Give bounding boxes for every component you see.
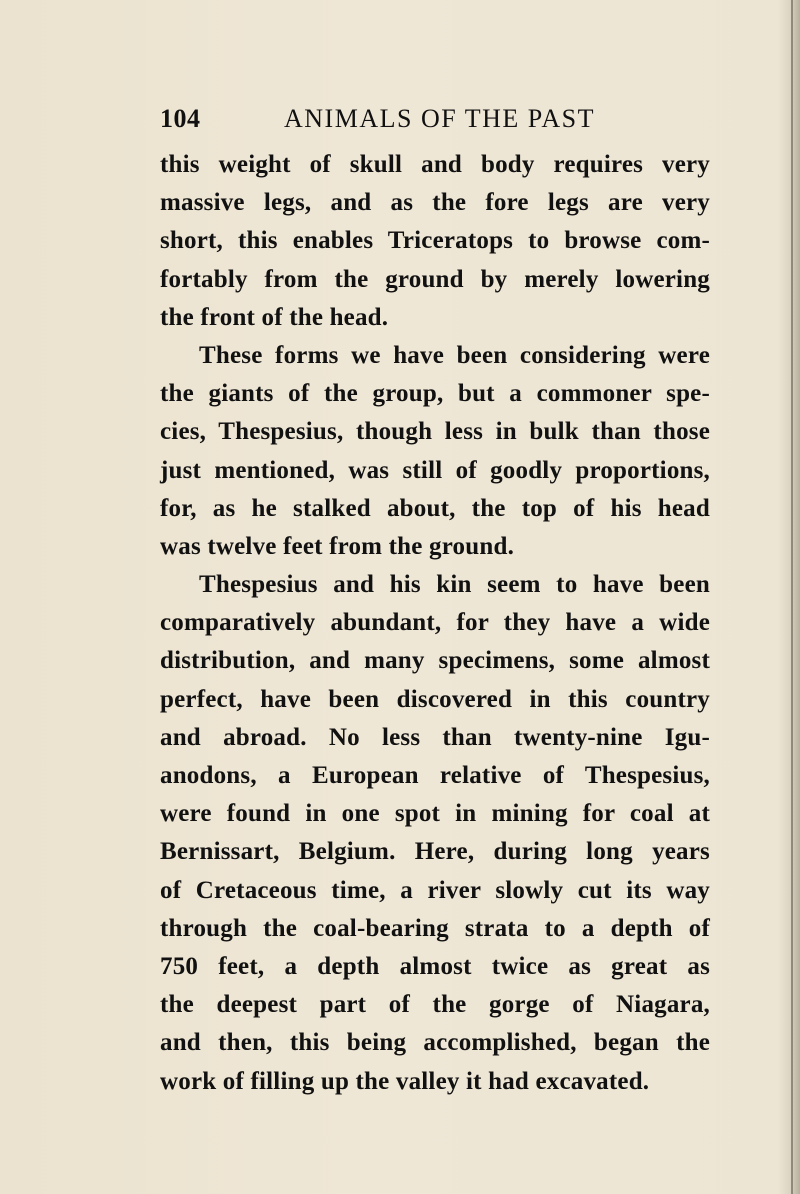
text-line: short, this enables Triceratops to browse com- <box>160 227 710 255</box>
text-line: massive legs, and as the fore legs are very <box>160 189 710 217</box>
text-line: the front of the head. <box>160 303 389 331</box>
page-header <box>160 104 710 140</box>
text-line: distribution, and many specimens, some almost <box>160 647 710 675</box>
text-line: Bernissart, Belgium. Here, during long years <box>160 838 710 866</box>
text-line: Thespesius and his kin seem to have been <box>199 571 710 599</box>
running-head: ANIMALS OF THE PAST <box>284 104 595 133</box>
text-line: of Cretaceous time, a river slowly cut its way <box>160 876 710 904</box>
body-text <box>160 146 710 1101</box>
text-line: cies, Thespesius, though less in bulk than those <box>160 418 710 446</box>
page-edge-line <box>791 0 793 1194</box>
text-line: 750 feet, a depth almost twice as great as <box>160 952 710 980</box>
text-line: and then, this being accomplished, began the <box>160 1029 710 1057</box>
text-line: perfect, have been discovered in this country <box>160 685 710 713</box>
text-line: was twelve feet from the ground. <box>160 532 515 560</box>
text-line: These forms we have been considering were <box>199 341 710 369</box>
text-line: just mentioned, was still of goodly proportions, <box>160 456 710 484</box>
text-line: fortably from the ground by merely lowering <box>160 265 710 293</box>
text-line: anodons, a European relative of Thespesius, <box>160 762 710 789</box>
text-line: for, as he stalked about, the top of his head <box>160 494 710 522</box>
text-line: the giants of the group, but a commoner spe- <box>160 380 710 408</box>
text-line: the deepest part of the gorge of Niagara, <box>160 991 710 1019</box>
text-line: and abroad. No less than twenty-nine Igu- <box>160 723 710 751</box>
text-line: were found in one spot in mining for coal at <box>160 800 710 828</box>
page-number: 104 <box>160 104 201 133</box>
text-line: this weight of skull and body requires very <box>160 151 710 178</box>
text-line: comparatively abundant, for they have a wide <box>160 609 710 637</box>
page-edge-shadow <box>778 0 800 1194</box>
text-line: through the coal-bearing strata to a depth of <box>160 914 710 942</box>
text-line: work of filling up the valley it had excavated. <box>160 1067 650 1095</box>
